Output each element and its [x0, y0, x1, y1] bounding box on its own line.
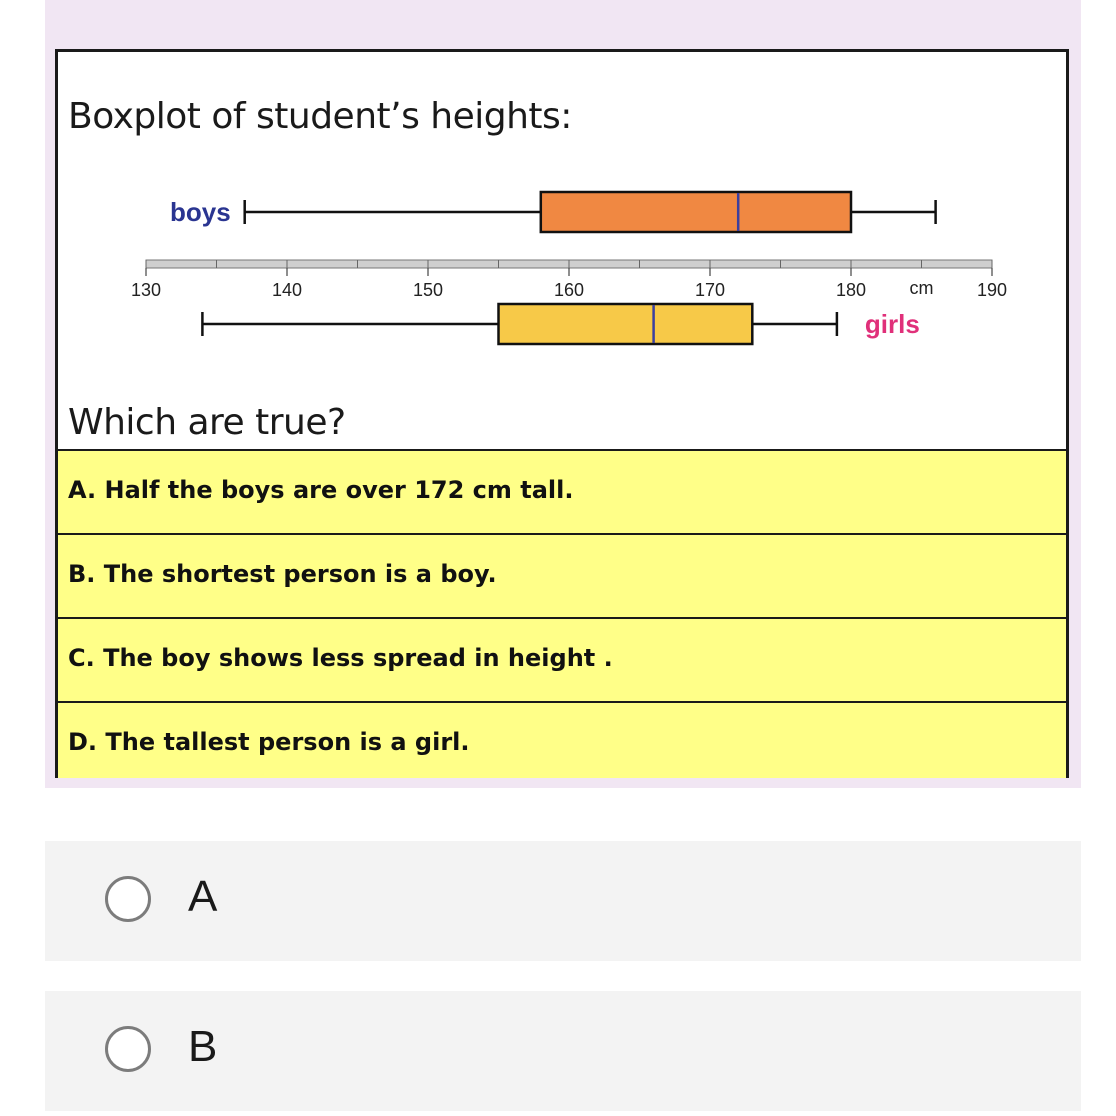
axis-tick-label: 160 [553, 280, 585, 300]
radio-circle-icon[interactable] [105, 1026, 151, 1072]
statement-d: D. The tallest person is a girl. [58, 701, 1066, 778]
radio-circle-icon[interactable] [105, 876, 151, 922]
boys-series-label: boys [170, 197, 231, 227]
answer-option-label: A [188, 872, 218, 921]
axis-tick-label: 150 [412, 280, 444, 300]
statement-list [58, 449, 1066, 778]
axis-tick-label: 180 [835, 280, 867, 300]
answer-option-b[interactable] [45, 991, 1081, 1111]
question-prompt: Which are true? [68, 402, 346, 443]
statement-c: C. The boy shows less spread in height . [58, 617, 1066, 701]
axis-tick-label: 170 [694, 280, 726, 300]
boys-box [541, 192, 851, 232]
axis-tick-label: 130 [130, 280, 162, 300]
statement-a: A. Half the boys are over 172 cm tall. [58, 449, 1066, 533]
answer-option-label: B [188, 1022, 218, 1071]
boxplot-chart [58, 52, 1066, 412]
axis-tick-label: 190 [976, 280, 1008, 300]
plot-title: Boxplot of student’s heights: [68, 96, 572, 137]
girls-box [499, 304, 753, 344]
statement-b: B. The shortest person is a boy. [58, 533, 1066, 617]
axis-tick-label: 140 [271, 280, 303, 300]
girls-series-label: girls [864, 309, 920, 339]
answer-option-a[interactable] [45, 841, 1081, 961]
axis-unit-label: cm [909, 278, 934, 298]
question-image [55, 49, 1069, 778]
